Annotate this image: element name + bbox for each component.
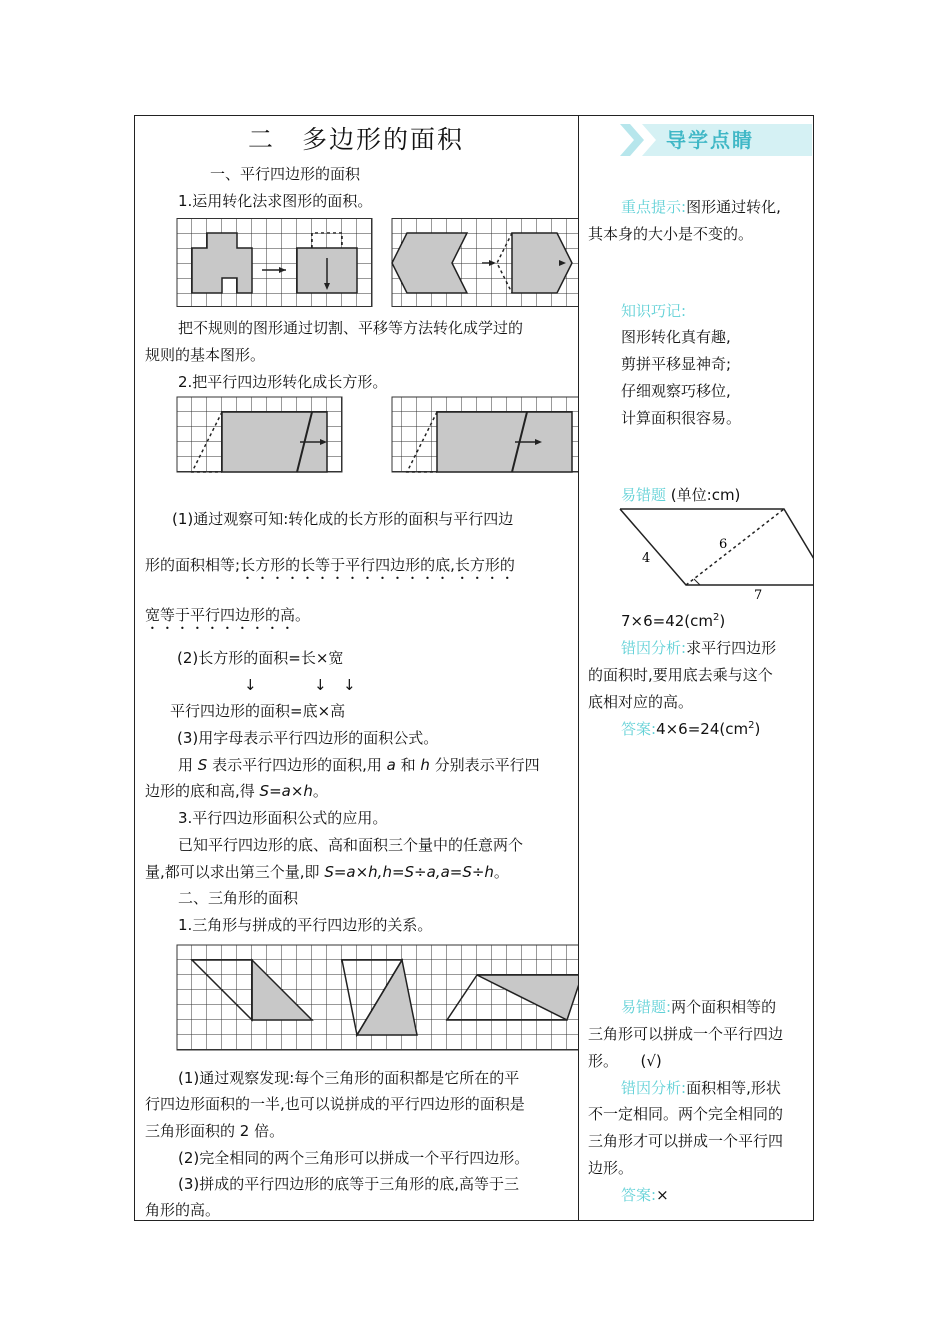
- column-divider: [578, 115, 579, 1221]
- error2-label: 易错题:: [621, 998, 672, 1016]
- letters-line1: [178, 755, 540, 775]
- s1-point3: 3.平行四边形面积公式的应用。: [178, 809, 388, 827]
- obs-emphasis-2: 长方形的: [454, 556, 515, 574]
- figure-irregular-shapes: [176, 218, 578, 308]
- error1-heading: [621, 485, 740, 505]
- answer2-label: 答案:: [621, 1186, 657, 1204]
- t: 表示平行四边形的面积,用: [207, 756, 387, 774]
- triangle-point1-c: 三角形面积的 2 倍。: [145, 1122, 285, 1140]
- t: 量,都可以求出第三个量,即: [145, 863, 325, 881]
- calc: 7×6=42(cm: [621, 612, 714, 630]
- error1-parallelogram-figure: [616, 505, 814, 603]
- observation-line3: [145, 605, 310, 633]
- s1-point2: 2.把平行四边形转化成长方形。: [178, 373, 388, 391]
- reason2-line1: [621, 1078, 781, 1098]
- reason2-line2: 不一定相同。两个完全相同的: [588, 1105, 784, 1123]
- reason1-line2: 的面积时,要用底去乘与这个: [588, 666, 773, 684]
- s2-point1: 1.三角形与拼成的平行四边形的关系。: [178, 916, 433, 934]
- derived-formulas: S=a×h,h=S÷a,a=S÷h: [324, 863, 494, 881]
- page-title: 二 多边形的面积: [247, 125, 464, 154]
- area-formula: S=a×h: [259, 782, 313, 800]
- tip-line1: [621, 197, 781, 217]
- var-h: h: [420, 756, 430, 774]
- memo-line-4: 计算面积很容易。: [621, 409, 742, 427]
- t: 分别表示平行四: [429, 756, 540, 774]
- section1-heading: 一、平行四边形的面积: [210, 165, 361, 183]
- base-length-label: 7: [754, 588, 763, 603]
- t: 边形的底和高,得: [145, 782, 260, 800]
- answer1-label: 答案:: [621, 720, 657, 738]
- error2-line2: 三角形可以拼成一个平行四边: [588, 1025, 784, 1043]
- reason2-line3: 三角形才可以拼成一个平行四: [588, 1132, 784, 1150]
- triangle-point3-a: (3)拼成的平行四边形的底等于三角形的底,高等于三: [178, 1175, 520, 1193]
- tip-text: 图形通过转化,: [686, 198, 781, 216]
- formula-rectangle: (2)长方形的面积=长×宽: [177, 649, 344, 667]
- answer1: [621, 719, 760, 739]
- var-a: a: [386, 756, 396, 774]
- tip-line2: 其本身的大小是不变的。: [588, 225, 754, 243]
- sup: 2: [748, 720, 755, 731]
- sup: 2: [713, 612, 720, 623]
- obs-emphasis-1: 长方形的长等于平行四边形的底: [240, 556, 451, 574]
- letters-line2: [145, 781, 328, 801]
- obs-emphasis-3: 宽等于平行四边形的高: [145, 606, 296, 624]
- var-s: S: [197, 756, 208, 774]
- error1-unit: (单位:cm): [670, 486, 741, 504]
- memo-line-3: 仔细观察巧移位,: [621, 382, 731, 400]
- t: 和: [395, 756, 421, 774]
- figure-triangles-to-parallelogram: [176, 944, 578, 1052]
- answer1-text: 4×6=24(cm: [656, 720, 749, 738]
- obs-period: 。: [295, 606, 311, 624]
- error2-line1: [621, 997, 776, 1017]
- t: 用: [178, 756, 198, 774]
- arrow-3: ↓: [343, 676, 356, 694]
- reason1-label: 错因分析:: [621, 639, 687, 657]
- calc-end: ): [719, 612, 726, 630]
- observation-line1: (1)通过观察可知:转化成的长方形的面积与平行四边: [172, 510, 514, 528]
- error2-text: 两个面积相等的: [671, 998, 777, 1016]
- arrow-2: ↓: [314, 676, 327, 694]
- application-line1: 已知平行四边形的底、高和面积三个量中的任意两个: [178, 836, 524, 854]
- t: 。: [493, 863, 509, 881]
- s1-text-b: 规则的基本图形。: [145, 346, 266, 364]
- s1-text-a: 把不规则的图形通过切割、平移等方法转化成学过的: [178, 319, 524, 337]
- section2-heading: 二、三角形的面积: [178, 889, 299, 907]
- answer1-end: ): [754, 720, 761, 738]
- memo-label: 知识巧记:: [621, 302, 687, 320]
- observation-line2: [145, 555, 515, 583]
- side-length-label: 4: [642, 551, 651, 566]
- application-line2: [145, 862, 509, 882]
- reason1-line3: 底相对应的高。: [588, 693, 694, 711]
- figure-parallelogram-to-rectangle: [176, 396, 578, 488]
- reason2-label: 错因分析:: [621, 1079, 687, 1097]
- reason1-text: 求平行四边形: [686, 639, 777, 657]
- arrow-1: ↓: [244, 676, 257, 694]
- triangle-point1-b: 行四边形面积的一半,也可以说拼成的平行四边形的面积是: [145, 1095, 525, 1113]
- answer2-text: ×: [656, 1186, 669, 1204]
- reason2-line4: 边形。: [588, 1159, 634, 1177]
- answer2: [621, 1185, 669, 1205]
- tip-label: 重点提示:: [621, 198, 687, 216]
- s1-point1: 1.运用转化法求图形的面积。: [178, 192, 373, 210]
- memo-line-1: 图形转化真有趣,: [621, 328, 731, 346]
- error1-label: 易错题: [621, 486, 667, 504]
- banner-title: 导学点睛: [666, 128, 754, 152]
- triangle-point2: (2)完全相同的两个三角形可以拼成一个平行四边形。: [178, 1149, 530, 1167]
- height-label: 6: [719, 537, 728, 552]
- reason1-line1: [621, 638, 776, 658]
- triangle-point3-b: 角形的高。: [145, 1201, 221, 1219]
- formula-letters-heading: (3)用字母表示平行四边形的面积公式。: [177, 729, 439, 747]
- error1-wrong-calc: [621, 611, 725, 631]
- reason2-text: 面积相等,形状: [686, 1079, 781, 1097]
- error2-line3: 形。 (√): [588, 1052, 662, 1070]
- obs-text: 形的面积相等;: [145, 556, 241, 574]
- obs-comma: ,: [450, 556, 455, 574]
- t: 。: [312, 782, 328, 800]
- formula-parallelogram: 平行四边形的面积=底×高: [170, 702, 346, 720]
- triangle-point1-a: (1)通过观察发现:每个三角形的面积都是它所在的平: [178, 1069, 520, 1087]
- memo-line-2: 剪拼平移显神奇;: [621, 355, 732, 373]
